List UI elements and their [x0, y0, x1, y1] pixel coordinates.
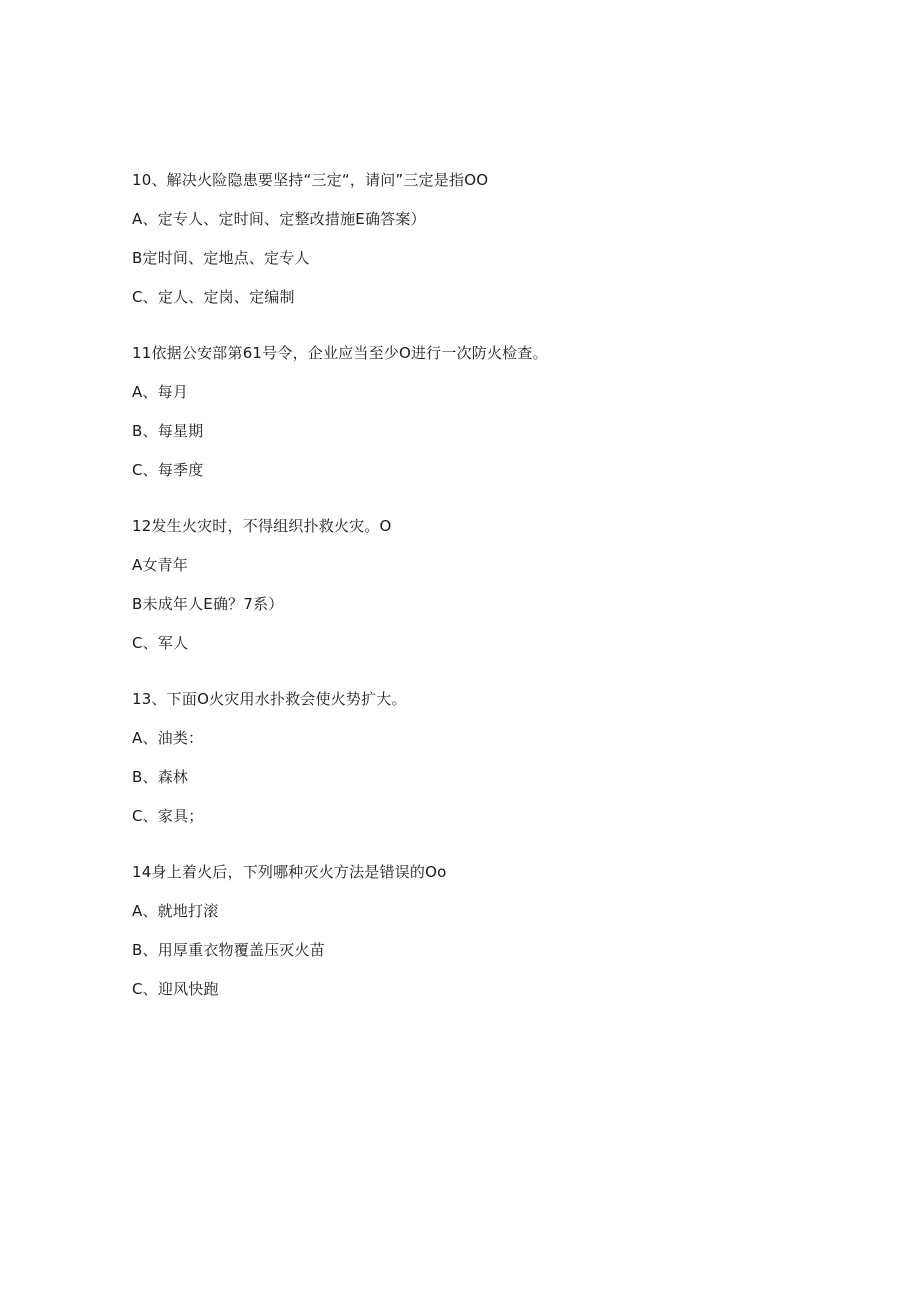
- option-c: C、迎风快跑: [132, 980, 219, 998]
- question-text: 11依据公安部第61号令，企业应当至少O进行一次防火检查。: [132, 344, 548, 362]
- question-text: 13、下面O火灾用水扑救会使火势扩大。: [132, 690, 407, 708]
- option-a: A、就地打滚: [132, 902, 219, 920]
- option-b: B、森林: [132, 768, 189, 786]
- option-b: B、每星期: [132, 422, 204, 440]
- question-list: [132, 170, 832, 1035]
- option-c: C、家具；: [132, 807, 204, 825]
- option-a: A女青年: [132, 556, 189, 574]
- option-a: A、油类：: [132, 729, 204, 747]
- question-text: 14身上着火后，下列哪种灭火方法是错误的Oo: [132, 863, 447, 881]
- question-14: [132, 862, 832, 999]
- question-text: 12发生火灾时，不得组织扑救火灾。O: [132, 517, 392, 535]
- question-10: [132, 170, 832, 307]
- option-a: A、定专人、定时间、定整改措施E确答案）: [132, 210, 426, 228]
- option-b: B、用厚重衣物覆盖压灭火苗: [132, 941, 325, 959]
- question-13: [132, 689, 832, 826]
- option-c: C、定人、定岗、定编制: [132, 288, 295, 306]
- question-text: 10、解决火险隐患要坚持“三定“，请问”三定是指OO: [132, 171, 489, 189]
- question-12: [132, 516, 832, 653]
- option-b: B定时间、定地点、定专人: [132, 249, 310, 267]
- question-11: [132, 343, 832, 480]
- option-a: A、每月: [132, 383, 189, 401]
- option-b: B未成年人E确？7系）: [132, 595, 284, 613]
- option-c: C、军人: [132, 634, 189, 652]
- option-c: C、每季度: [132, 461, 204, 479]
